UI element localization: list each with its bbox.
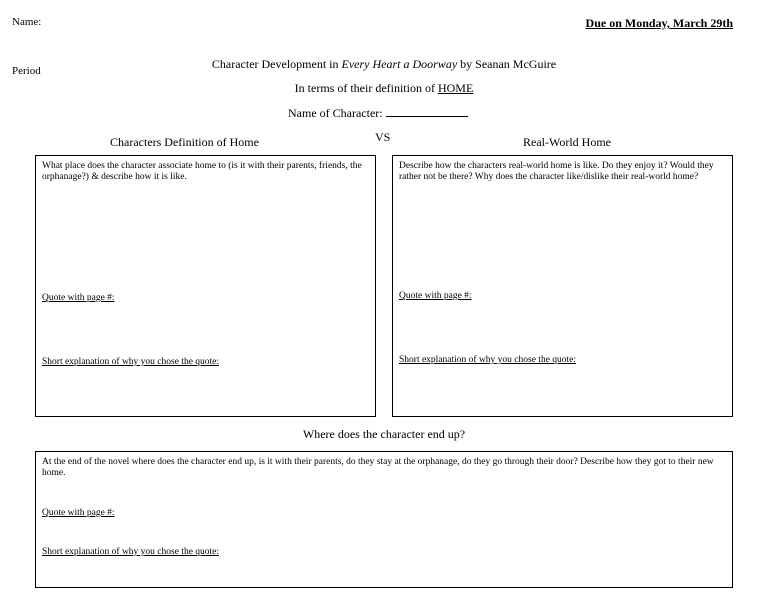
right-quote-label: Quote with page #: xyxy=(399,291,472,301)
bottom-quote-label: Quote with page #: xyxy=(42,508,115,518)
character-line xyxy=(288,106,468,121)
subtitle-home: HOME xyxy=(437,81,474,95)
title-suffix: by Seanan McGuire xyxy=(457,57,557,71)
left-prompt: What place does the character associate home to (is it with their parents, friends, the orphanage?) & describe how it is like. xyxy=(42,161,362,182)
name-label: Name: xyxy=(12,16,42,28)
bottom-heading: Where does the character end up? xyxy=(302,427,466,441)
bottom-answer-box[interactable] xyxy=(35,451,733,588)
right-prompt: Describe how the characters real-world home is like. Do they enjoy it? Would they rather not be there? Why does the character like/dislike their real-world home? xyxy=(399,161,714,182)
character-label: Name of Character: xyxy=(288,106,383,120)
right-answer-box[interactable] xyxy=(392,155,733,417)
left-column-heading: Characters Definition of Home xyxy=(110,135,259,149)
left-explain-label: Short explanation of why you chose the quote: xyxy=(42,357,220,367)
subtitle xyxy=(0,81,768,96)
left-answer-box[interactable] xyxy=(35,155,376,417)
worksheet-title xyxy=(0,57,768,72)
right-explain-label: Short explanation of why you chose the quote: xyxy=(399,355,577,365)
bottom-explain-label: Short explanation of why you chose the quote: xyxy=(42,547,220,557)
right-column-heading: Real-World Home xyxy=(523,135,612,149)
due-date: Due on Monday, March 29th xyxy=(585,16,733,30)
vs-label: VS xyxy=(375,130,391,144)
period-label: Period xyxy=(12,65,41,77)
left-quote-label: Quote with page #: xyxy=(42,293,115,303)
book-title: Every Heart a Doorway xyxy=(341,57,458,71)
bottom-prompt: At the end of the novel where does the character end up, is it with their parents, do they stay at the orphanage, do they go through their door? Describe how they got to their new home. xyxy=(42,457,714,478)
title-prefix: Character Development in xyxy=(211,57,342,71)
subtitle-prefix: In terms of their definition of xyxy=(294,81,438,95)
character-name-blank[interactable] xyxy=(386,106,468,117)
